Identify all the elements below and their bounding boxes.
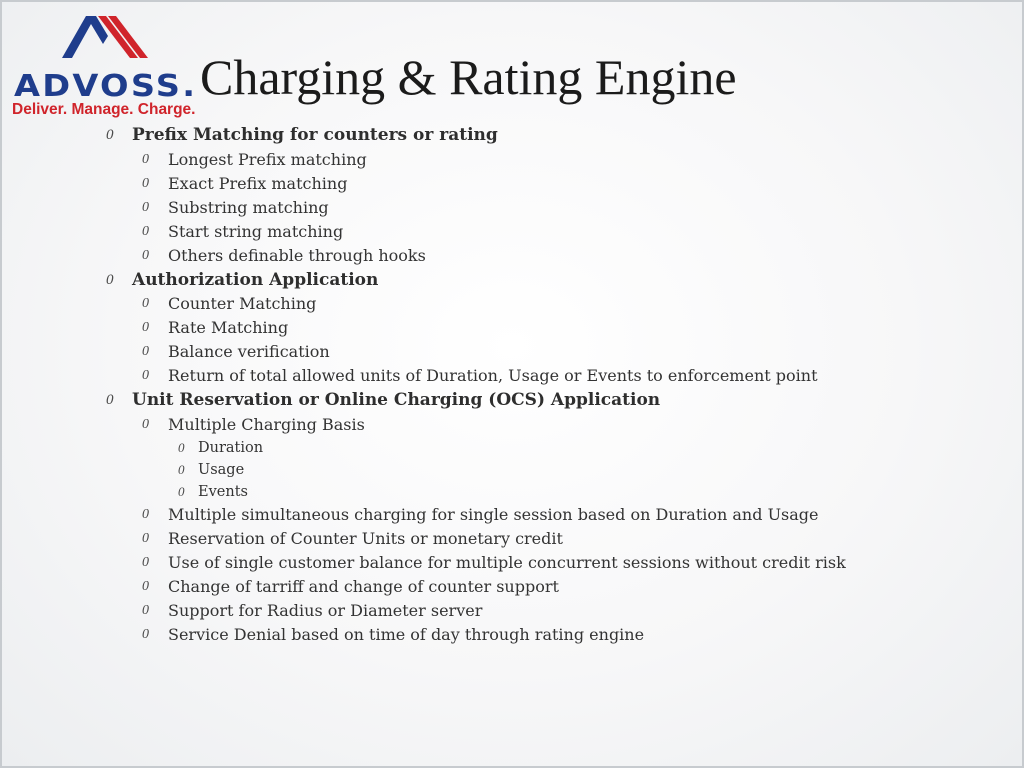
list-item	[102, 575, 1002, 599]
bullet-icon: 0	[178, 439, 185, 455]
list-item-text: Multiple simultaneous charging for single session based on Duration and Usage	[168, 505, 819, 525]
list-item	[102, 364, 1002, 388]
list-item-text: Support for Radius or Diameter server	[168, 601, 483, 621]
bullet-icon: 0	[106, 392, 114, 408]
list-item-row	[102, 575, 1002, 599]
list-item-row	[102, 196, 1002, 220]
section-item	[102, 268, 1002, 389]
advoss-logo	[10, 12, 200, 120]
section-heading-row	[102, 123, 1002, 148]
list-item-text: Rate Matching	[168, 318, 289, 337]
list-item-text: Longest Prefix matching	[168, 149, 367, 169]
list-item-row	[102, 364, 1002, 388]
sub-list-item	[102, 481, 1002, 503]
bullet-list	[102, 123, 1002, 647]
list-item-row	[102, 413, 1002, 437]
list-item-text: Service Denial based on time of day through rating engine	[168, 625, 645, 645]
bullet-icon: 0	[106, 127, 114, 143]
sub-list-item-row	[102, 459, 1002, 481]
list-item-text: Change of tarriff and change of counter support	[168, 577, 559, 597]
section-heading-row	[102, 268, 1002, 293]
bullet-icon: 0	[142, 320, 149, 335]
list-item	[102, 316, 1002, 340]
list-item-row	[102, 148, 1002, 172]
list-item-row	[102, 503, 1002, 527]
bullet-icon: 0	[178, 484, 185, 500]
bullet-icon: 0	[142, 175, 149, 191]
bullet-icon: 0	[142, 603, 149, 619]
sub-list-item-text: Duration	[198, 439, 264, 456]
bullet-icon: 0	[142, 296, 149, 311]
bullet-icon: 0	[142, 151, 149, 167]
list-item	[102, 503, 1002, 527]
list-item-row	[102, 172, 1002, 196]
sub-list-item-text: Usage	[198, 461, 245, 478]
list-item-text: Start string matching	[168, 221, 344, 241]
bullet-list-level-3	[102, 437, 1002, 504]
list-item	[102, 599, 1002, 623]
logo-tagline: Deliver. Manage. Charge.	[12, 101, 196, 118]
section-heading-row	[102, 388, 1002, 413]
list-item-row	[102, 551, 1002, 575]
list-item-text: Exact Prefix matching	[168, 173, 348, 193]
list-item-text: Multiple Charging Basis	[168, 414, 365, 434]
bullet-list-level-1	[102, 123, 1002, 647]
list-item	[102, 196, 1002, 220]
bullet-icon: 0	[142, 223, 149, 239]
list-item-text: Return of total allowed units of Duration, Usage or Events to enforcement point	[168, 366, 818, 385]
section-item	[102, 123, 1002, 268]
bullet-list-level-2	[102, 292, 1002, 388]
slide-title: Charging & Rating Engine	[200, 49, 737, 105]
list-item	[102, 527, 1002, 551]
bullet-list-level-2	[102, 148, 1002, 268]
list-item-text: Reservation of Counter Units or monetary credit	[168, 529, 563, 549]
list-item	[102, 172, 1002, 196]
section-heading: Prefix Matching for counters or rating	[132, 125, 498, 145]
bullet-icon: 0	[142, 507, 149, 523]
sub-list-item-row	[102, 437, 1002, 459]
list-item-text: Use of single customer balance for multiple concurrent sessions without credit risk	[168, 553, 846, 573]
bullet-icon: 0	[142, 199, 149, 215]
list-item-row	[102, 220, 1002, 244]
list-item-row	[102, 316, 1002, 340]
bullet-icon: 0	[142, 579, 149, 595]
list-item-row	[102, 599, 1002, 623]
logo-mark-icon	[10, 12, 160, 72]
list-item-text: Balance verification	[168, 342, 330, 361]
list-item	[102, 220, 1002, 244]
bullet-icon: 0	[142, 344, 149, 359]
bullet-icon: 0	[106, 271, 114, 288]
list-item-row	[102, 292, 1002, 316]
list-item	[102, 148, 1002, 172]
bullet-icon: 0	[142, 531, 149, 547]
list-item	[102, 413, 1002, 504]
bullet-icon: 0	[142, 247, 149, 263]
sub-list-item-row	[102, 481, 1002, 503]
bullet-list-level-2	[102, 413, 1002, 648]
list-item-row	[102, 527, 1002, 551]
sub-list-item	[102, 437, 1002, 459]
bullet-icon: 0	[142, 627, 149, 643]
list-item	[102, 340, 1002, 364]
sub-list-item	[102, 459, 1002, 481]
list-item-row	[102, 623, 1002, 647]
section-item	[102, 388, 1002, 647]
list-item	[102, 551, 1002, 575]
sub-list-item-text: Events	[198, 484, 248, 501]
list-item-text: Others definable through hooks	[168, 245, 426, 265]
list-item-row	[102, 244, 1002, 268]
list-item	[102, 292, 1002, 316]
bullet-icon: 0	[142, 368, 149, 383]
list-item	[102, 623, 1002, 647]
bullet-icon: 0	[142, 555, 149, 571]
list-item-text: Substring matching	[168, 197, 329, 217]
section-heading: Authorization Application	[132, 269, 379, 290]
bullet-icon: 0	[178, 461, 185, 477]
logo-wordmark: ADVOSS.	[14, 69, 198, 104]
list-item-row	[102, 340, 1002, 364]
list-item-text: Counter Matching	[168, 294, 317, 313]
list-item	[102, 244, 1002, 268]
section-heading: Unit Reservation or Online Charging (OCS) Application	[132, 390, 661, 410]
bullet-icon: 0	[142, 416, 149, 432]
